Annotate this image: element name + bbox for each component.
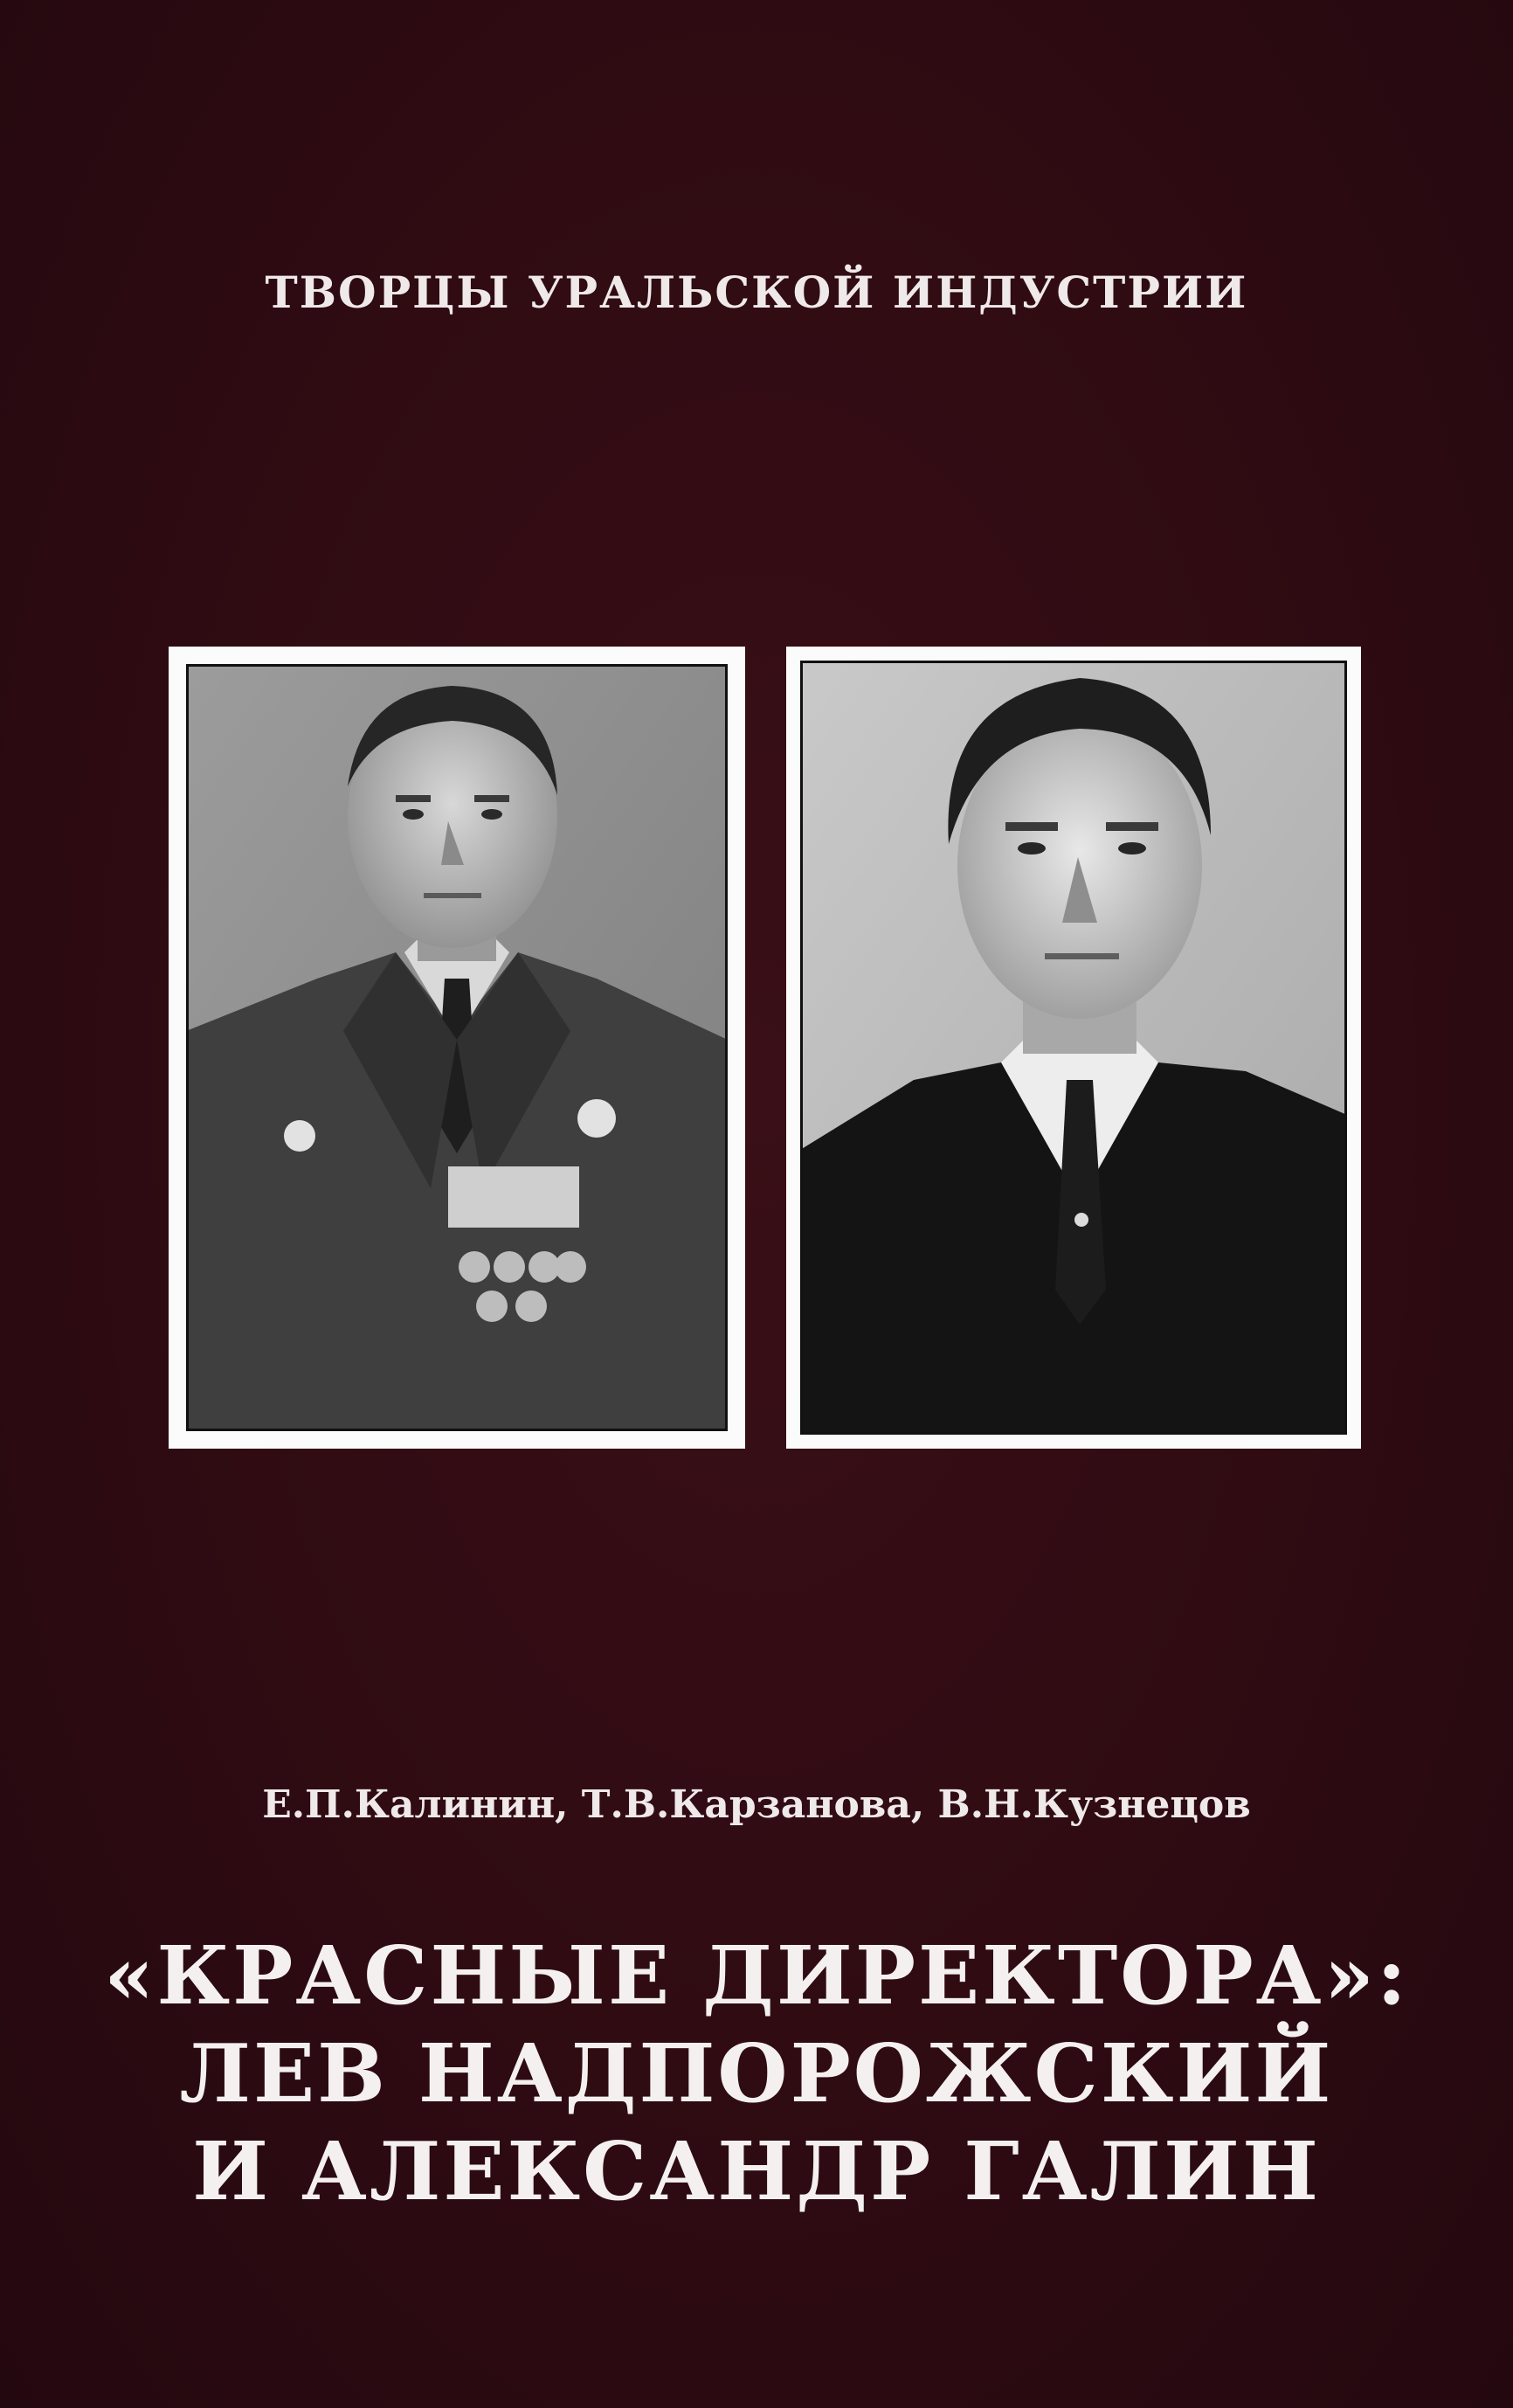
book-title-line: «КРАСНЫЕ ДИРЕКТОРА»: <box>103 1928 1410 2023</box>
book-title-line: И АЛЕКСАНДР ГАЛИН <box>192 2124 1321 2218</box>
portrait-right-photo <box>800 661 1347 1435</box>
portrait-left-image <box>186 664 728 1431</box>
portrait-right-frame <box>786 647 1361 1449</box>
portrait-right-image <box>800 661 1347 1435</box>
portrait-left-frame <box>169 647 745 1449</box>
authors: Е.П.Калинин, Т.В.Карзанова, В.Н.Кузнецов <box>262 1782 1251 1827</box>
book-title <box>0 1927 1513 2220</box>
series-title: ТВОРЦЫ УРАЛЬСКОЙ ИНДУСТРИИ <box>265 266 1248 318</box>
portrait-left-photo <box>186 664 728 1431</box>
book-title-line: ЛЕВ НАДПОРОЖСКИЙ <box>179 2026 1334 2121</box>
